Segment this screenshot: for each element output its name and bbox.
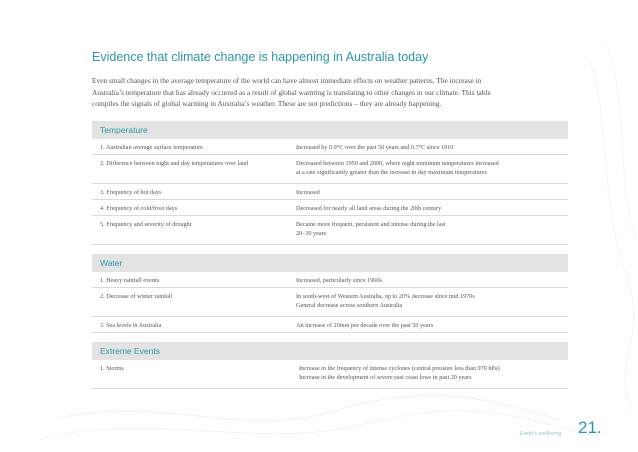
table-row xyxy=(92,360,568,389)
row-indicator: 1. Storms xyxy=(100,365,124,372)
evidence-line: Increased xyxy=(296,189,320,196)
page-number: 21. xyxy=(578,418,602,437)
section-heading-water: Water xyxy=(92,254,568,272)
section-heading-temperature: Temperature xyxy=(92,121,568,139)
table-row xyxy=(92,200,568,216)
row-evidence xyxy=(296,143,568,152)
row-indicator: 2. Decrease of winter rainfall xyxy=(100,293,173,300)
row-evidence xyxy=(296,188,568,197)
page-title: Evidence that climate change is happening in Australia today xyxy=(92,50,429,64)
row-evidence xyxy=(296,204,568,213)
row-evidence xyxy=(296,321,568,330)
table-row xyxy=(92,272,568,288)
evidence-line: Decreased between 1950 and 2000, where night minimum temperatures increased xyxy=(296,160,499,167)
evidence-line: Increase in the frequency of intense cyclones (central pressure less than 970 hPa) xyxy=(299,365,500,372)
row-indicator: 3. Frequency of hot days xyxy=(100,189,162,196)
evidence-line: Decreased for nearly all land areas during the 20th century xyxy=(296,205,442,212)
intro-paragraph xyxy=(92,75,570,110)
row-indicator: 1. Australian average surface temperature xyxy=(100,144,203,151)
table-row xyxy=(92,317,568,333)
intro-line: compiles the signals of global warming in Australia’s weather. These are not predictions – they are already happening. xyxy=(92,99,442,108)
evidence-line: Increased by 0.9°C over the past 50 years and 0.7°C since 1910 xyxy=(296,144,454,151)
row-evidence xyxy=(296,364,568,386)
row-evidence xyxy=(296,292,568,314)
table-row xyxy=(92,288,568,317)
evidence-line: 20–30 years xyxy=(296,230,327,237)
evidence-line: Became more frequent, persistent and intense during the last xyxy=(296,221,446,228)
table-row xyxy=(92,184,568,200)
row-indicator: 5. Frequency and severity of drought xyxy=(100,221,192,228)
table-row xyxy=(92,155,568,184)
row-indicator: 3. Sea levels in Australia xyxy=(100,322,162,329)
row-evidence xyxy=(296,159,568,181)
row-indicator: 1. Heavy rainfall events xyxy=(100,277,160,284)
footer-label: Earth’s wellbeing xyxy=(520,431,562,437)
evidence-line: An increase of 20mm per decade over the past 50 years xyxy=(296,322,434,329)
evidence-line: Increase in the development of severe east coast lows in past 20 years xyxy=(299,374,472,381)
section-heading-extreme-events: Extreme Events xyxy=(92,342,568,360)
row-evidence xyxy=(296,276,568,285)
table-row xyxy=(92,216,568,245)
evidence-line: General decrease across southern Australia xyxy=(296,302,403,309)
evidence-line: In south-west of Western Australia, up to 20% decrease since mid 1970s xyxy=(296,293,475,300)
intro-line: Even small changes in the average temperature of the world can have almost immediate effects on weather patterns. The increase in xyxy=(92,76,482,85)
table-row xyxy=(92,139,568,155)
row-indicator: 4. Frequency of cold/frost days xyxy=(100,205,178,212)
evidence-line: Increased, particularly since 1960s xyxy=(296,277,382,284)
row-evidence xyxy=(296,220,568,242)
row-indicator: 2. Difference between night and day temperatures over land xyxy=(100,160,249,167)
evidence-line: at a rate significantly greater than the increase in day maximum temperatures xyxy=(296,169,487,176)
evidence-table xyxy=(92,121,568,389)
intro-line: Australia’s temperature that has already occurred as a result of global warming is translating to other changes in our climate. This table xyxy=(92,87,491,97)
